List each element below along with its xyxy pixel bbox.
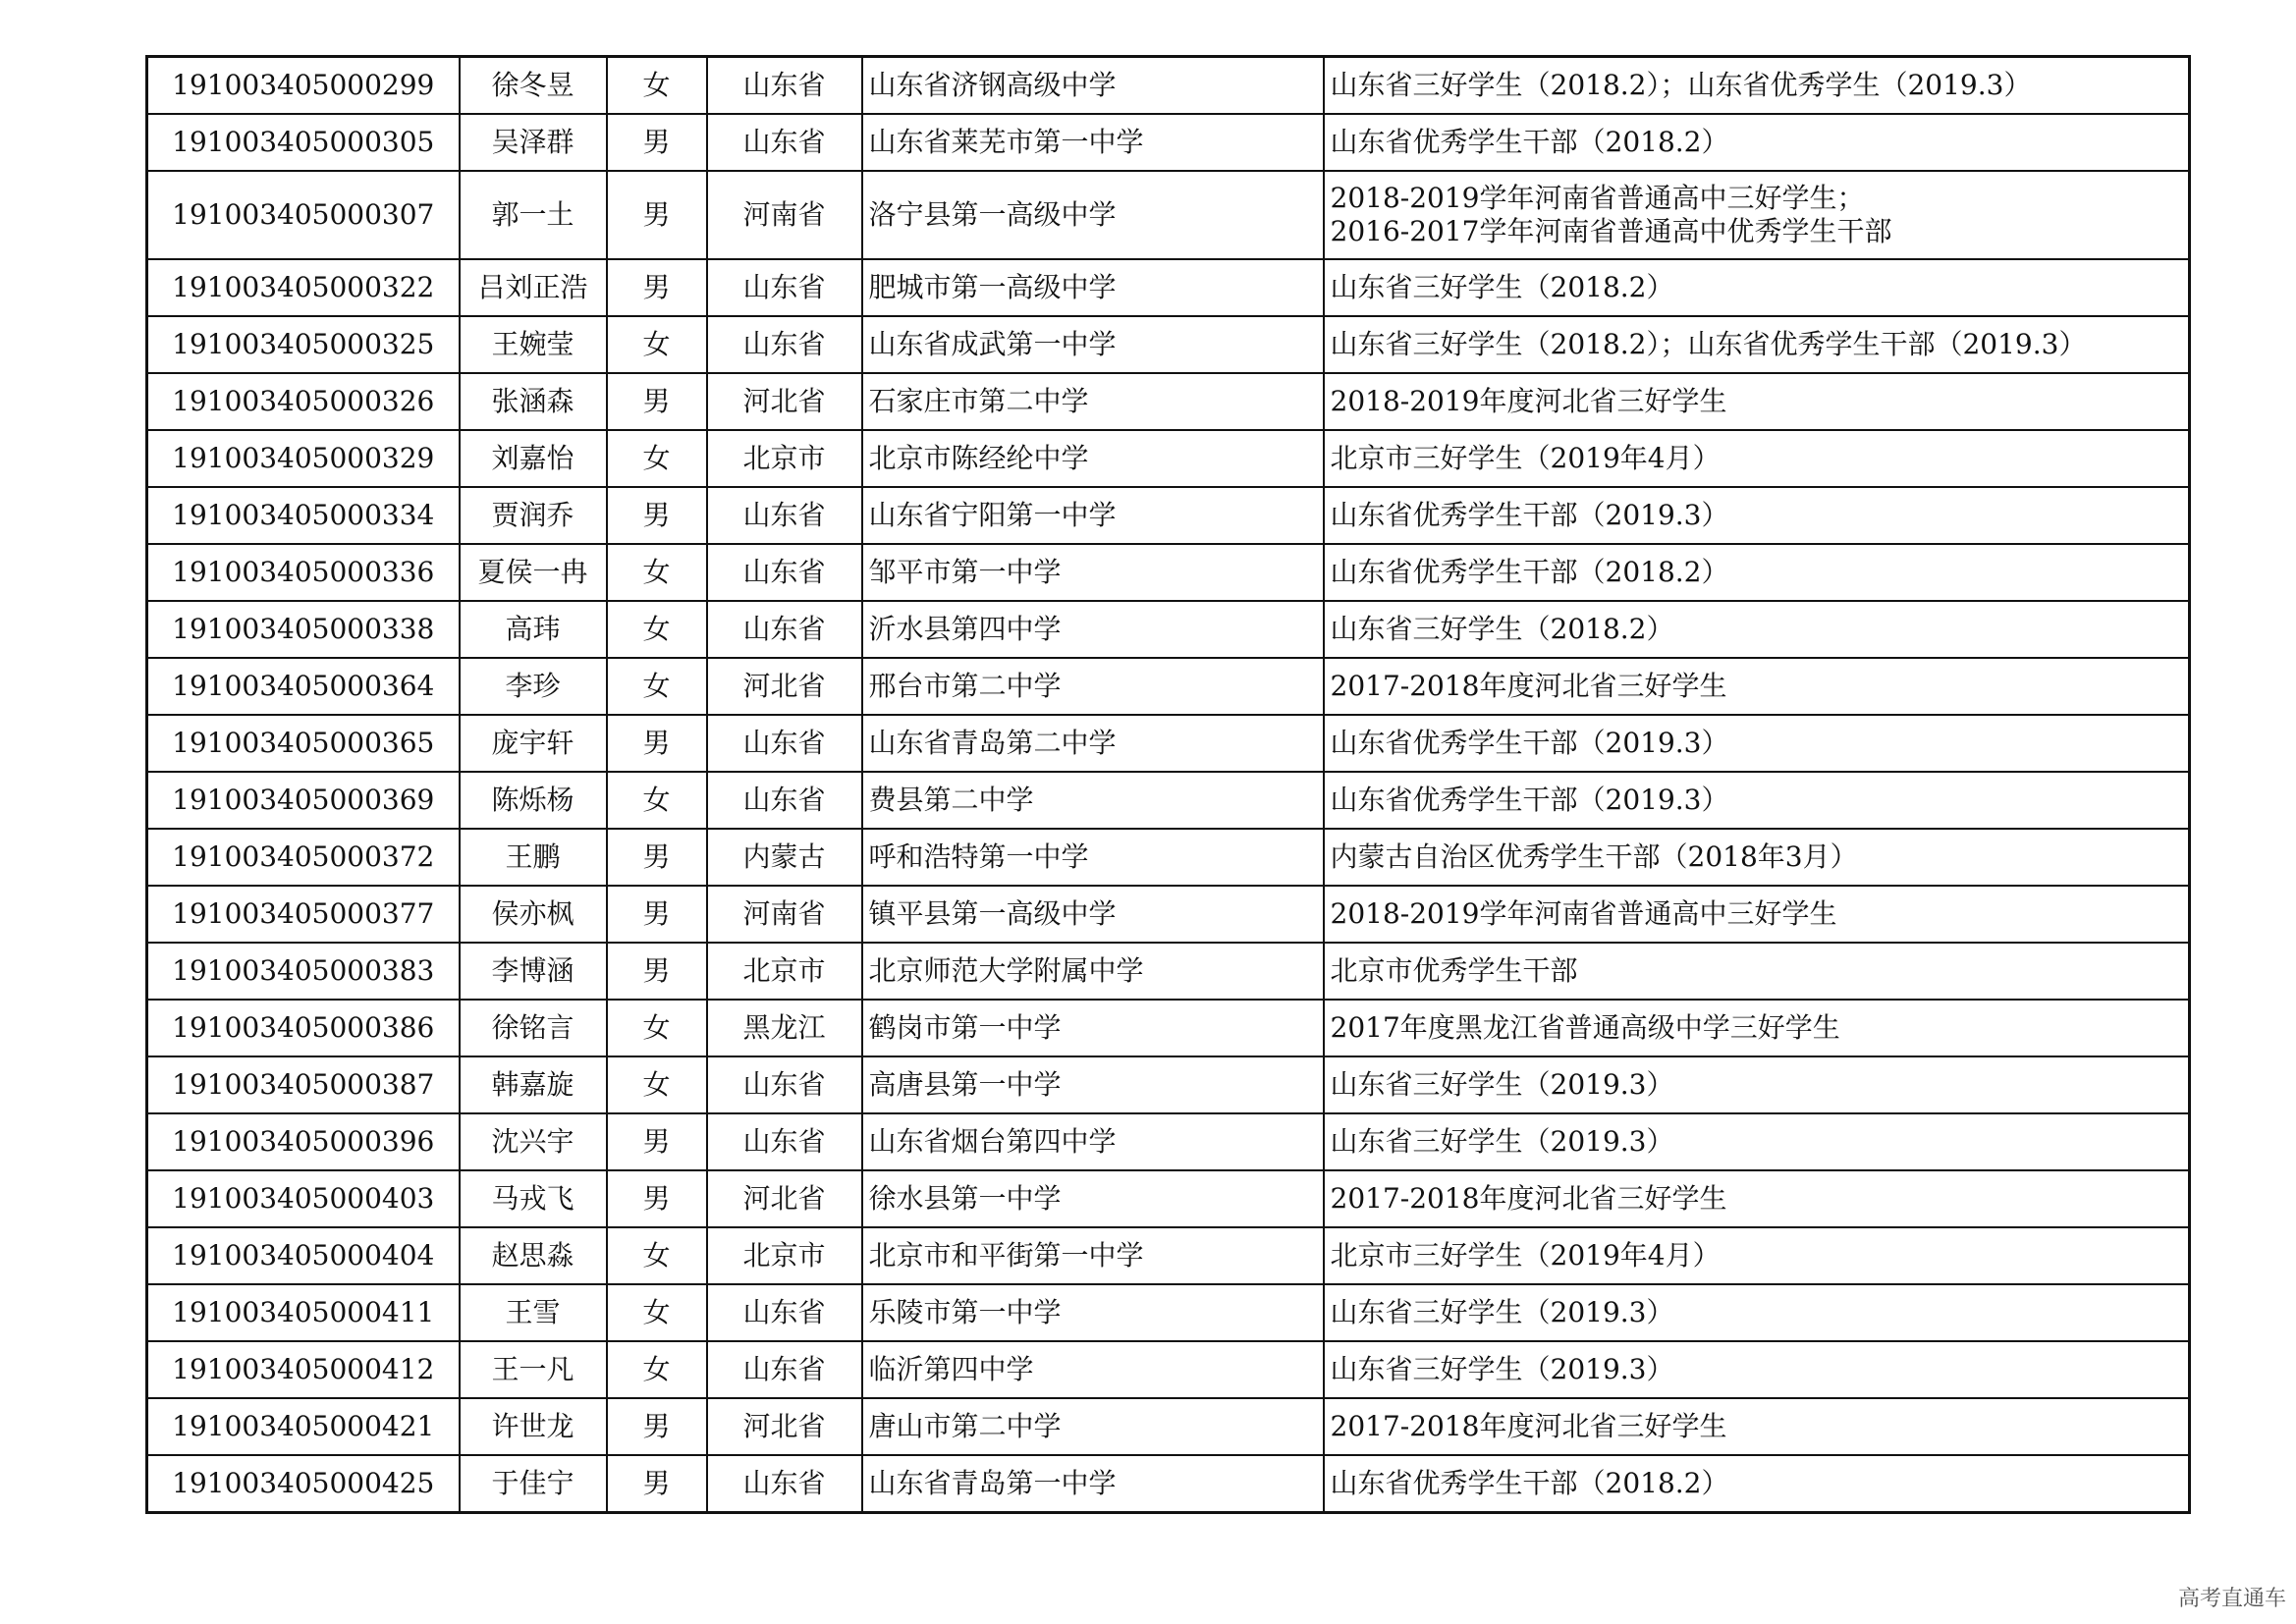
school-cell: 肥城市第一高级中学 <box>862 259 1324 316</box>
school-cell: 山东省青岛第二中学 <box>862 715 1324 772</box>
name-cell: 陈烁杨 <box>460 772 607 829</box>
province-cell: 山东省 <box>707 259 862 316</box>
honor-line: 山东省三好学生（2018.2）；山东省优秀学生干部（2019.3） <box>1330 328 2087 360</box>
name-cell: 李珍 <box>460 658 607 715</box>
gender-cell: 女 <box>607 57 707 115</box>
school-cell: 石家庄市第二中学 <box>862 373 1324 430</box>
school-cell: 邹平市第一中学 <box>862 544 1324 601</box>
honors-cell <box>1324 316 2190 373</box>
name-cell: 侯亦枫 <box>460 886 607 943</box>
province-cell: 山东省 <box>707 1113 862 1170</box>
province-cell: 山东省 <box>707 1056 862 1113</box>
honor-line: 山东省优秀学生干部（2019.3） <box>1330 499 1729 531</box>
table-row <box>147 1227 2190 1284</box>
table-row <box>147 544 2190 601</box>
candidate-id-cell: 191003405000412 <box>147 1341 460 1398</box>
honors-cell <box>1324 1398 2190 1455</box>
honor-line: 山东省三好学生（2018.2） <box>1330 271 1674 303</box>
name-cell: 徐冬昱 <box>460 57 607 115</box>
candidate-id-cell: 191003405000365 <box>147 715 460 772</box>
candidate-id-cell: 191003405000377 <box>147 886 460 943</box>
name-cell: 王雪 <box>460 1284 607 1341</box>
candidate-id-cell: 191003405000369 <box>147 772 460 829</box>
honor-line: 山东省优秀学生干部（2019.3） <box>1330 784 1729 816</box>
table-row <box>147 373 2190 430</box>
school-cell: 唐山市第二中学 <box>862 1398 1324 1455</box>
candidate-id-cell: 191003405000396 <box>147 1113 460 1170</box>
honor-line: 2017-2018年度河北省三好学生 <box>1330 670 1727 702</box>
school-cell: 北京市和平街第一中学 <box>862 1227 1324 1284</box>
province-cell: 山东省 <box>707 715 862 772</box>
name-cell: 吕刘正浩 <box>460 259 607 316</box>
province-cell: 北京市 <box>707 943 862 1000</box>
honor-line: 2018-2019学年河南省普通高中三好学生； <box>1330 182 1865 214</box>
gender-cell: 男 <box>607 886 707 943</box>
honor-line: 山东省优秀学生干部（2018.2） <box>1330 556 1729 588</box>
honors-cell <box>1324 1170 2190 1227</box>
table-row <box>147 1170 2190 1227</box>
honor-line: 山东省优秀学生干部（2019.3） <box>1330 727 1729 759</box>
gender-cell: 女 <box>607 1000 707 1056</box>
honor-line: 内蒙古自治区优秀学生干部（2018年3月） <box>1330 840 1858 873</box>
honor-line: 山东省三好学生（2019.3） <box>1330 1296 1674 1328</box>
candidate-id-cell: 191003405000403 <box>147 1170 460 1227</box>
school-cell: 邢台市第二中学 <box>862 658 1324 715</box>
province-cell: 山东省 <box>707 1341 862 1398</box>
candidate-id-cell: 191003405000307 <box>147 171 460 259</box>
table-row <box>147 1341 2190 1398</box>
school-cell: 山东省宁阳第一中学 <box>862 487 1324 544</box>
name-cell: 许世龙 <box>460 1398 607 1455</box>
candidate-id-cell: 191003405000299 <box>147 57 460 115</box>
candidate-id-cell: 191003405000372 <box>147 829 460 886</box>
table-row <box>147 658 2190 715</box>
honor-line: 2017-2018年度河北省三好学生 <box>1330 1410 1727 1442</box>
candidate-id-cell: 191003405000425 <box>147 1455 460 1513</box>
gender-cell: 女 <box>607 430 707 487</box>
province-cell: 河南省 <box>707 171 862 259</box>
name-cell: 沈兴宇 <box>460 1113 607 1170</box>
table-row <box>147 829 2190 886</box>
school-cell: 山东省济钢高级中学 <box>862 57 1324 115</box>
candidate-id-cell: 191003405000404 <box>147 1227 460 1284</box>
honors-cell <box>1324 886 2190 943</box>
honor-line: 北京市三好学生（2019年4月） <box>1330 442 1721 474</box>
table-row <box>147 715 2190 772</box>
honors-cell <box>1324 57 2190 115</box>
honor-line: 山东省三好学生（2019.3） <box>1330 1353 1674 1385</box>
name-cell: 韩嘉旋 <box>460 1056 607 1113</box>
honor-line: 山东省三好学生（2018.2） <box>1330 613 1674 645</box>
honor-line: 山东省优秀学生干部（2018.2） <box>1330 1467 1729 1499</box>
table-row <box>147 772 2190 829</box>
province-cell: 河北省 <box>707 1398 862 1455</box>
table-row <box>147 57 2190 115</box>
honors-cell <box>1324 715 2190 772</box>
candidate-id-cell: 191003405000383 <box>147 943 460 1000</box>
gender-cell: 男 <box>607 373 707 430</box>
name-cell: 王一凡 <box>460 1341 607 1398</box>
name-cell: 郭一土 <box>460 171 607 259</box>
name-cell: 庞宇轩 <box>460 715 607 772</box>
candidate-id-cell: 191003405000338 <box>147 601 460 658</box>
honors-cell <box>1324 601 2190 658</box>
table-row <box>147 943 2190 1000</box>
name-cell: 王婉莹 <box>460 316 607 373</box>
table-row <box>147 171 2190 259</box>
candidate-id-cell: 191003405000387 <box>147 1056 460 1113</box>
honor-line: 2016-2017学年河南省普通高中优秀学生干部 <box>1330 215 1892 247</box>
province-cell: 山东省 <box>707 544 862 601</box>
honor-line: 北京市优秀学生干部 <box>1330 954 1578 987</box>
honors-cell <box>1324 1455 2190 1513</box>
candidate-id-cell: 191003405000336 <box>147 544 460 601</box>
name-cell: 李博涵 <box>460 943 607 1000</box>
candidate-id-cell: 191003405000322 <box>147 259 460 316</box>
gender-cell: 女 <box>607 1056 707 1113</box>
honor-line: 2018-2019年度河北省三好学生 <box>1330 385 1727 417</box>
table-row <box>147 1113 2190 1170</box>
school-cell: 北京师范大学附属中学 <box>862 943 1324 1000</box>
honors-cell <box>1324 487 2190 544</box>
province-cell: 山东省 <box>707 601 862 658</box>
candidate-id-cell: 191003405000325 <box>147 316 460 373</box>
name-cell: 刘嘉怡 <box>460 430 607 487</box>
honors-cell <box>1324 259 2190 316</box>
school-cell: 山东省莱芜市第一中学 <box>862 114 1324 171</box>
honors-cell <box>1324 943 2190 1000</box>
table-row <box>147 886 2190 943</box>
gender-cell: 女 <box>607 316 707 373</box>
table-row <box>147 430 2190 487</box>
honors-cell <box>1324 171 2190 259</box>
name-cell: 于佳宁 <box>460 1455 607 1513</box>
school-cell: 临沂第四中学 <box>862 1341 1324 1398</box>
province-cell: 山东省 <box>707 316 862 373</box>
table-row <box>147 1284 2190 1341</box>
province-cell: 山东省 <box>707 772 862 829</box>
honors-cell <box>1324 658 2190 715</box>
province-cell: 内蒙古 <box>707 829 862 886</box>
name-cell: 马戎飞 <box>460 1170 607 1227</box>
candidate-id-cell: 191003405000334 <box>147 487 460 544</box>
honor-line: 北京市三好学生（2019年4月） <box>1330 1239 1721 1272</box>
student-roster-table <box>145 55 2191 1514</box>
gender-cell: 女 <box>607 601 707 658</box>
honor-line: 山东省三好学生（2019.3） <box>1330 1068 1674 1101</box>
gender-cell: 女 <box>607 1341 707 1398</box>
school-cell: 高唐县第一中学 <box>862 1056 1324 1113</box>
gender-cell: 男 <box>607 1455 707 1513</box>
table-row <box>147 259 2190 316</box>
honor-line: 山东省优秀学生干部（2018.2） <box>1330 126 1729 158</box>
name-cell: 高玮 <box>460 601 607 658</box>
gender-cell: 男 <box>607 1170 707 1227</box>
province-cell: 河北省 <box>707 373 862 430</box>
school-cell: 鹤岗市第一中学 <box>862 1000 1324 1056</box>
province-cell: 北京市 <box>707 1227 862 1284</box>
honors-cell <box>1324 430 2190 487</box>
gender-cell: 女 <box>607 1284 707 1341</box>
name-cell: 赵思淼 <box>460 1227 607 1284</box>
table-row <box>147 487 2190 544</box>
candidate-id-cell: 191003405000386 <box>147 1000 460 1056</box>
honor-line: 山东省三好学生（2018.2）；山东省优秀学生（2019.3） <box>1330 69 2032 101</box>
school-cell: 呼和浩特第一中学 <box>862 829 1324 886</box>
watermark-text: 高考直通车 <box>2177 1587 2286 1611</box>
province-cell: 山东省 <box>707 1284 862 1341</box>
province-cell: 山东省 <box>707 57 862 115</box>
honors-cell <box>1324 1000 2190 1056</box>
gender-cell: 男 <box>607 114 707 171</box>
honors-cell <box>1324 1284 2190 1341</box>
gender-cell: 男 <box>607 171 707 259</box>
gender-cell: 男 <box>607 715 707 772</box>
name-cell: 王鹏 <box>460 829 607 886</box>
honors-cell <box>1324 1341 2190 1398</box>
table-row <box>147 1056 2190 1113</box>
gender-cell: 男 <box>607 1398 707 1455</box>
name-cell: 徐铭言 <box>460 1000 607 1056</box>
table-row <box>147 1455 2190 1513</box>
province-cell: 山东省 <box>707 114 862 171</box>
gender-cell: 女 <box>607 544 707 601</box>
honors-cell <box>1324 772 2190 829</box>
gender-cell: 男 <box>607 487 707 544</box>
candidate-id-cell: 191003405000364 <box>147 658 460 715</box>
honor-line: 山东省三好学生（2019.3） <box>1330 1125 1674 1158</box>
honors-cell <box>1324 1056 2190 1113</box>
province-cell: 北京市 <box>707 430 862 487</box>
candidate-id-cell: 191003405000421 <box>147 1398 460 1455</box>
table-row <box>147 316 2190 373</box>
candidate-id-cell: 191003405000326 <box>147 373 460 430</box>
name-cell: 夏侯一冉 <box>460 544 607 601</box>
honors-cell <box>1324 1227 2190 1284</box>
table-row <box>147 1398 2190 1455</box>
honor-line: 2018-2019学年河南省普通高中三好学生 <box>1330 897 1837 930</box>
honors-cell <box>1324 829 2190 886</box>
school-cell: 山东省烟台第四中学 <box>862 1113 1324 1170</box>
gender-cell: 男 <box>607 829 707 886</box>
candidate-id-cell: 191003405000329 <box>147 430 460 487</box>
name-cell: 张涵森 <box>460 373 607 430</box>
honors-cell <box>1324 373 2190 430</box>
candidate-id-cell: 191003405000305 <box>147 114 460 171</box>
school-cell: 北京市陈经纶中学 <box>862 430 1324 487</box>
province-cell: 山东省 <box>707 1455 862 1513</box>
name-cell: 吴泽群 <box>460 114 607 171</box>
school-cell: 镇平县第一高级中学 <box>862 886 1324 943</box>
school-cell: 山东省青岛第一中学 <box>862 1455 1324 1513</box>
honors-cell <box>1324 544 2190 601</box>
province-cell: 黑龙江 <box>707 1000 862 1056</box>
gender-cell: 男 <box>607 259 707 316</box>
table-row <box>147 601 2190 658</box>
gender-cell: 男 <box>607 943 707 1000</box>
roster-body <box>147 57 2190 1513</box>
honors-cell <box>1324 114 2190 171</box>
honors-cell <box>1324 1113 2190 1170</box>
province-cell: 河北省 <box>707 1170 862 1227</box>
table-row <box>147 1000 2190 1056</box>
province-cell: 河北省 <box>707 658 862 715</box>
school-cell: 沂水县第四中学 <box>862 601 1324 658</box>
school-cell: 徐水县第一中学 <box>862 1170 1324 1227</box>
name-cell: 贾润乔 <box>460 487 607 544</box>
school-cell: 费县第二中学 <box>862 772 1324 829</box>
gender-cell: 女 <box>607 658 707 715</box>
table-row <box>147 114 2190 171</box>
honor-line: 2017-2018年度河北省三好学生 <box>1330 1182 1727 1215</box>
honor-line: 2017年度黑龙江省普通高级中学三好学生 <box>1330 1011 1840 1044</box>
gender-cell: 女 <box>607 772 707 829</box>
school-cell: 乐陵市第一中学 <box>862 1284 1324 1341</box>
school-cell: 山东省成武第一中学 <box>862 316 1324 373</box>
province-cell: 河南省 <box>707 886 862 943</box>
school-cell: 洛宁县第一高级中学 <box>862 171 1324 259</box>
gender-cell: 女 <box>607 1227 707 1284</box>
candidate-id-cell: 191003405000411 <box>147 1284 460 1341</box>
province-cell: 山东省 <box>707 487 862 544</box>
gender-cell: 男 <box>607 1113 707 1170</box>
